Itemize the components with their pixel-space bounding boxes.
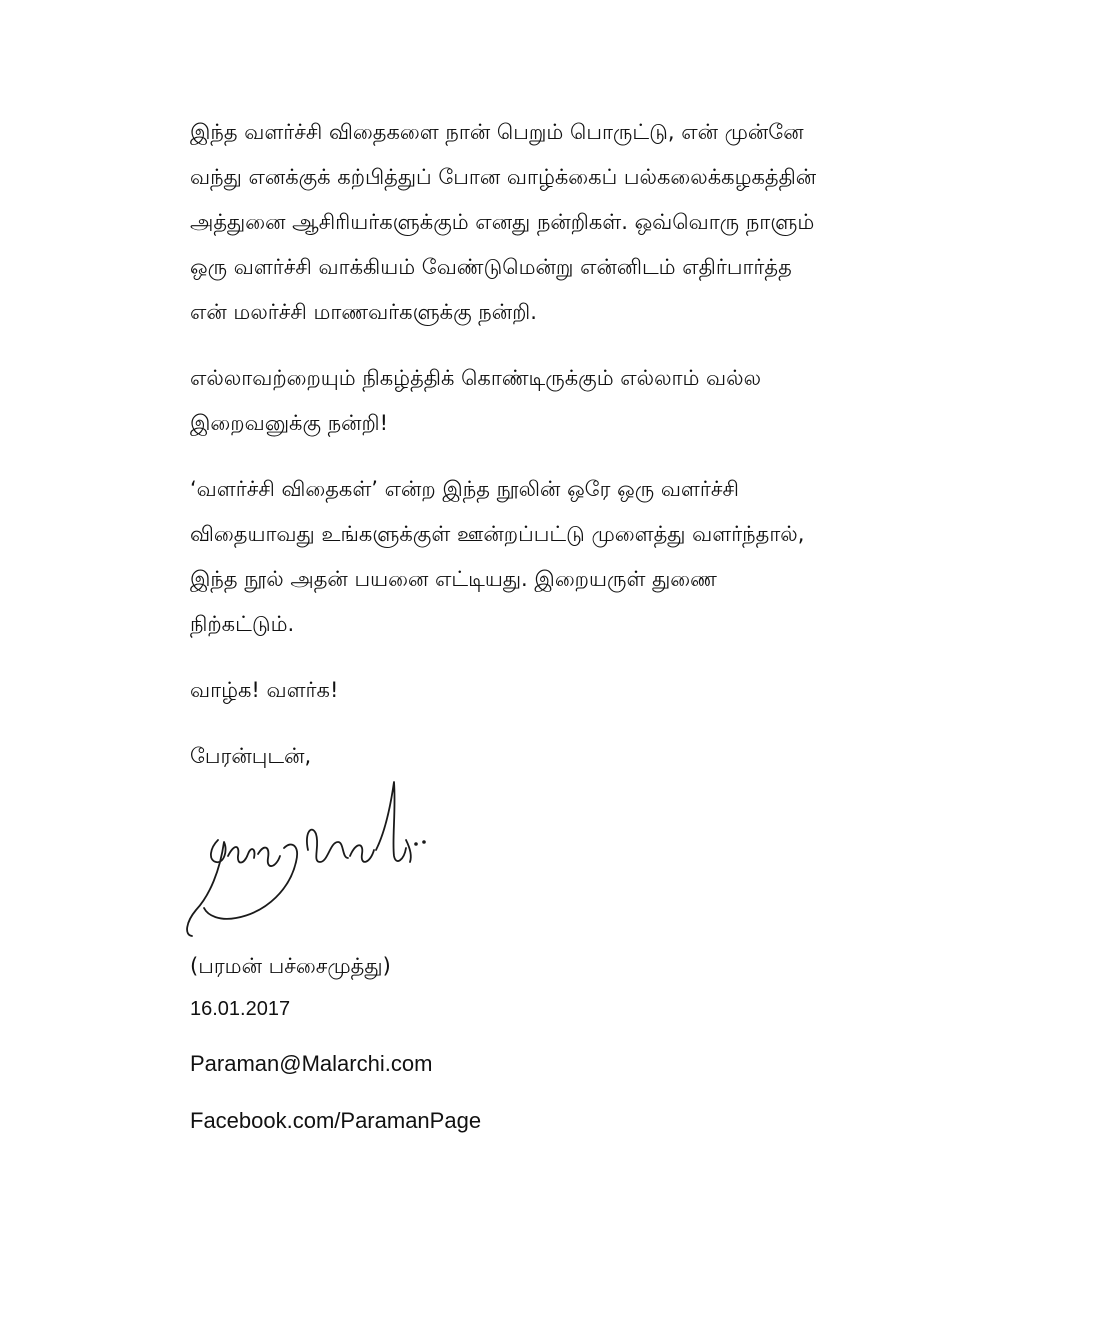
email-address: Paraman@Malarchi.com [190,1051,433,1076]
letter-date: 16.01.2017 [190,998,291,1020]
paragraph3-line-2: விதையாவது உங்களுக்குள் ஊன்றப்பட்டு முளைத்து வளர்ந்தால், [190,522,805,546]
paragraph1-line-4: ஒரு வளர்ச்சி வாக்கியம் வேண்டுமென்று என்னிடம் எதிர்பார்த்த [190,255,792,279]
signature-image [180,770,440,945]
paragraph3-line-3: இந்த நூல் அதன் பயனை எட்டியது. இறையருள் துணை [190,567,717,591]
blessing: வாழ்க! வளர்க! [190,678,339,702]
facebook-link: Facebook.com/ParamanPage [190,1108,482,1133]
closing-salutation: பேரன்புடன், [190,744,312,768]
author-name: (பரமன் பச்சைமுத்து) [190,954,391,978]
paragraph2-line-2: இறைவனுக்கு நன்றி! [190,411,389,435]
paragraph2-line-1: எல்லாவற்றையும் நிகழ்த்திக் கொண்டிருக்கும் எல்லாம் வல்ல [190,366,762,390]
paragraph3-line-1: ‘வளர்ச்சி விதைகள்’ என்ற இந்த நூலின் ஒரே ஒரு வளர்ச்சி [190,477,739,501]
paragraph1-line-5: என் மலர்ச்சி மாணவர்களுக்கு நன்றி. [190,300,537,324]
paragraph3-line-4: நிற்கட்டும். [190,612,295,636]
paragraph1-line-1: இந்த வளர்ச்சி விதைகளை நான் பெறும் பொருட்டு, என் முன்னே [190,120,804,144]
paragraph1-line-2: வந்து எனக்குக் கற்பித்துப் போன வாழ்க்கைப் பல்கலைக்கழகத்தின் [190,165,817,189]
paragraph1-line-3: அத்துனை ஆசிரியர்களுக்கும் எனது நன்றிகள். ஒவ்வொரு நாளும் [190,210,815,234]
